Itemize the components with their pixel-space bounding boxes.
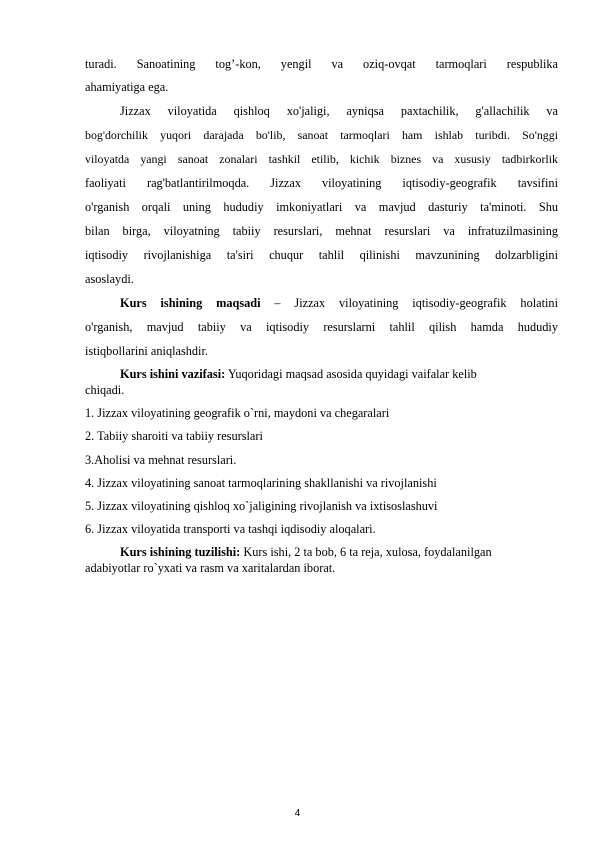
task-item-5: 5. Jizzax viloyatining qishloq xo`jaligining rivojlanish va ixtisoslashuvi [85, 499, 438, 513]
paragraph-1-line-2: ahamiyatiga ega. [85, 80, 169, 94]
structure-line-1 [120, 545, 558, 560]
aim-line-1 [120, 296, 558, 311]
tasks-intro: Yuqoridagi maqsad asosida quyidagi vaifalar kelib [225, 367, 477, 381]
tasks-label: Kurs ishini vazifasi: [120, 367, 226, 381]
task-item-1: 1. Jizzax viloyatining geografik o`rni, maydoni va chegaralari [85, 406, 390, 420]
aim-text: – Jizzax viloyatining iqtisodiy-geografik holatini [274, 296, 558, 310]
structure-text: Kurs ishi, 2 ta bob, 6 ta reja, xulosa, foydalanilgan [240, 545, 492, 559]
paragraph-2-line-5: o'rganish orqali uning hududiy imkoniyatlari va mavjud dasturiy ta'minoti. Shu [85, 200, 558, 214]
tasks-line-1 [120, 367, 558, 382]
tasks-line-2: chiqadi. [85, 383, 125, 397]
aim-line-2: o'rganish, mavjud tabiiy va iqtisodiy resurslarni tahlil qilish hamda hududiy [85, 320, 558, 334]
paragraph-2-line-3: viloyatda yangi sanoat zonalari tashkil etilib, kichik biznes va xususiy tadbirkorlik [85, 152, 558, 166]
paragraph-1-line-1: turadi. Sanoatining tog’-kon, yengil va oziq-ovqat tarmoqlari respublika [85, 57, 558, 71]
paragraph-2-line-8: asoslaydi. [85, 272, 134, 286]
task-item-6: 6. Jizzax viloyatida transporti va tashqi iqdisodiy aloqalari. [85, 522, 376, 536]
paragraph-2-line-4: faoliyati rag'batlantirilmoqda. Jizzax viloyatining iqtisodiy-geografik tavsifini [85, 176, 558, 190]
page-number: 4 [294, 808, 301, 819]
task-item-3: 3.Aholisi va mehnat resurslari. [85, 453, 237, 467]
aim-label: Kurs ishining maqsadi [120, 296, 261, 310]
paragraph-2-line-7: iqtisodiy rivojlanishiga ta'siri chuqur tahlil qilinishi mavzunining dolzarbligini [85, 248, 558, 262]
task-item-2: 2. Tabiiy sharoiti va tabiiy resurslari [85, 429, 263, 443]
structure-line-2: adabiyotlar ro`yxati va rasm va xaritalardan iborat. [85, 561, 336, 575]
paragraph-2-line-1: Jizzax viloyatida qishloq xo'jaligi, ayniqsa paxtachilik, g'allachilik va [120, 104, 558, 118]
paragraph-2-line-6: bilan birga, viloyatning tabiiy resurslari, mehnat resurslari va infratuzilmasining [85, 224, 558, 238]
structure-label: Kurs ishining tuzilishi: [120, 545, 241, 559]
paragraph-2-line-2: bog'dorchilik yuqori darajada bo'lib, sanoat tarmoqlari ham ishlab turibdi. So'nggi [85, 128, 558, 142]
task-item-4: 4. Jizzax viloyatining sanoat tarmoqlarining shakllanishi va rivojlanishi [85, 476, 437, 490]
aim-line-3: istiqbollarini aniqlashdir. [85, 344, 208, 358]
